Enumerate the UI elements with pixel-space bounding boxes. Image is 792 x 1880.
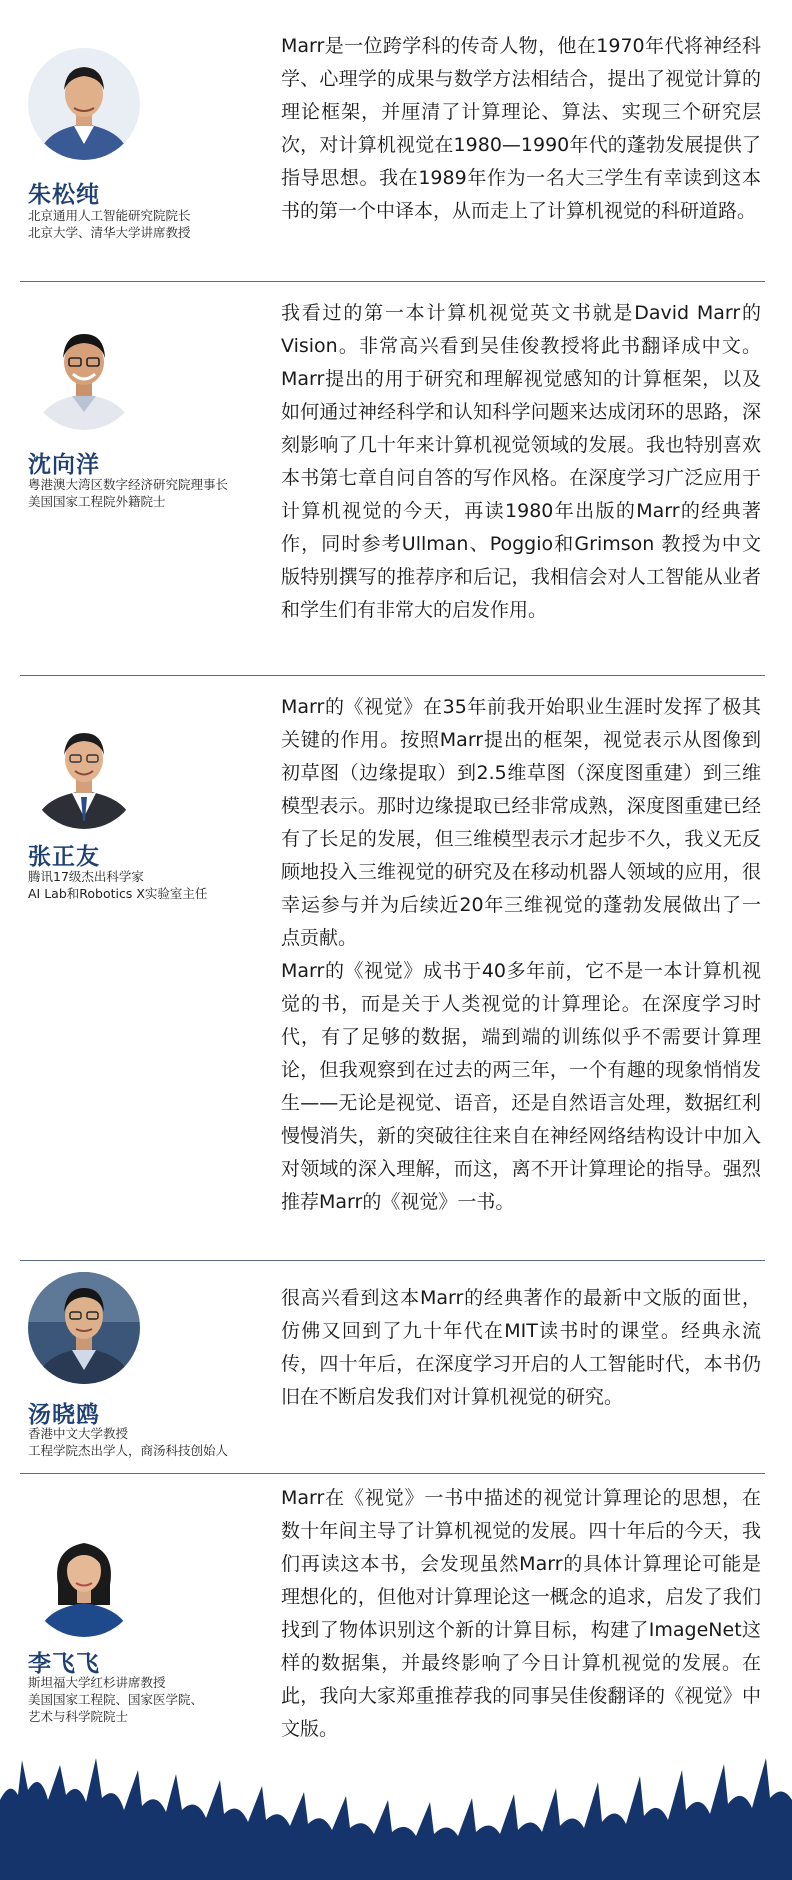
person-name: 汤晓鸥	[28, 1402, 100, 1428]
person-title-line: 粤港澳大湾区数字经济研究院理事长	[28, 477, 229, 492]
endorsement-entry-5	[0, 1475, 792, 1745]
portrait-zhang-icon	[28, 717, 140, 829]
person-name: 沈向洋	[28, 452, 100, 478]
endorsement-quote	[281, 297, 761, 627]
person-title-line: 美国国家工程院、国家医学院、	[28, 1692, 204, 1707]
section-divider	[20, 281, 765, 282]
section-divider	[20, 1473, 765, 1474]
person-name: 朱松纯	[28, 182, 100, 208]
section-divider	[20, 675, 765, 676]
person-title-line: 工程学院杰出学人，商汤科技创始人	[28, 1443, 229, 1458]
quote-paragraph: Marr的《视觉》在35年前我开始职业生涯时发挥了极其关键的作用。按照Marr提出的框架，视觉表示从图像到初草图（边缘提取）到2.5维草图（深度图重建）到三维模型表示。那时边缘提取已经非常成熟，深度图重建已经有了长足的发展，但三维模型表示才起步不久，我义无反顾地投入三维视觉的研究及在移动机器人领域的应用，很幸运参与并为后续近20年三维视觉的蓬勃发展做出了一点贡献。	[281, 696, 761, 949]
crowd-silhouette-icon	[0, 1740, 792, 1880]
endorsement-quote	[281, 691, 761, 1219]
quote-paragraph: 很高兴看到这本Marr的经典著作的最新中文版的面世，仿佛又回到了九十年代在MIT读书时的课堂。经典永流传，四十年后，在深度学习开启的人工智能时代，本书仍旧在不断启发我们对计算机视觉的研究。	[281, 1287, 761, 1408]
portrait-shen-icon	[28, 318, 140, 430]
portrait-zhu-icon	[28, 48, 140, 160]
endorsement-quote	[281, 1282, 761, 1414]
endorsement-entry-1	[0, 0, 792, 280]
person-title-line: 斯坦福大学红杉讲席教授	[28, 1675, 166, 1690]
person-title-line: 北京大学、清华大学讲席教授	[28, 225, 191, 240]
endorsement-quote	[281, 30, 761, 228]
person-name: 张正友	[28, 844, 100, 870]
person-title-line: 腾讯17级杰出科学家	[28, 869, 144, 884]
section-divider	[20, 1260, 765, 1261]
endorsement-entry-3	[0, 677, 792, 1257]
person-title-line: AI Lab和Robotics X实验室主任	[28, 886, 208, 901]
person-name: 李飞飞	[28, 1651, 100, 1677]
portrait-tang-icon	[28, 1272, 140, 1384]
person-title-line: 美国国家工程院外籍院士	[28, 494, 166, 509]
person-title-line: 艺术与科学院院士	[28, 1709, 129, 1724]
person-title-line: 香港中文大学教授	[28, 1426, 129, 1441]
person-title-line: 北京通用人工智能研究院院长	[28, 208, 191, 223]
quote-paragraph: Marr是一位跨学科的传奇人物，他在1970年代将神经科学、心理学的成果与数学方法相结合，提出了视觉计算的理论框架，并厘清了计算理论、算法、实现三个研究层次，对计算机视觉在1980—1990年代的蓬勃发展提供了指导思想。我在1989年作为一名大三学生有幸读到这本书的第一个中译本，从而走上了计算机视觉的科研道路。	[281, 35, 761, 222]
quote-paragraph: 我看过的第一本计算机视觉英文书就是David Marr的Vision。非常高兴看到吴佳俊教授将此书翻译成中文。Marr提出的用于研究和理解视觉感知的计算框架，以及如何通过神经科学和认知科学问题来达成闭环的思路，深刻影响了几十年来计算机视觉领域的发展。我也特别喜欢本书第七章自问自答的写作风格。在深度学习广泛应用于计算机视觉的今天，再读1980年出版的Marr的经典著作，同时参考Ullman、Poggio和Grimson 教授为中文版特别撰写的推荐序和后记，我相信会对人工智能从业者和学生们有非常大的启发作用。	[281, 302, 761, 621]
portrait-li-icon	[28, 1525, 140, 1637]
quote-paragraph: Marr在《视觉》一书中描述的视觉计算理论的思想，在数十年间主导了计算机视觉的发展。四十年后的今天，我们再读这本书，会发现虽然Marr的具体计算理论可能是理想化的，但他对计算理论这一概念的追求，启发了我们找到了物体识别这个新的计算目标，构建了ImageNet这样的数据集，并最终影响了今日计算机视觉的发展。在此，我向大家郑重推荐我的同事吴佳俊翻译的《视觉》中文版。	[281, 1487, 761, 1740]
quote-paragraph: Marr的《视觉》成书于40多年前，它不是一本计算机视觉的书，而是关于人类视觉的计算理论。在深度学习时代，有了足够的数据，端到端的训练似乎不需要计算理论，但我观察到在过去的两三年，一个有趣的现象悄悄发生——无论是视觉、语音，还是自然语言处理，数据红利慢慢消失，新的突破往往来自在神经网络结构设计中加入对领域的深入理解，而这，离不开计算理论的指导。强烈推荐Marr的《视觉》一书。	[281, 960, 761, 1213]
endorsement-quote	[281, 1482, 761, 1746]
endorsement-entry-2	[0, 283, 792, 673]
endorsement-entry-4	[0, 1262, 792, 1472]
